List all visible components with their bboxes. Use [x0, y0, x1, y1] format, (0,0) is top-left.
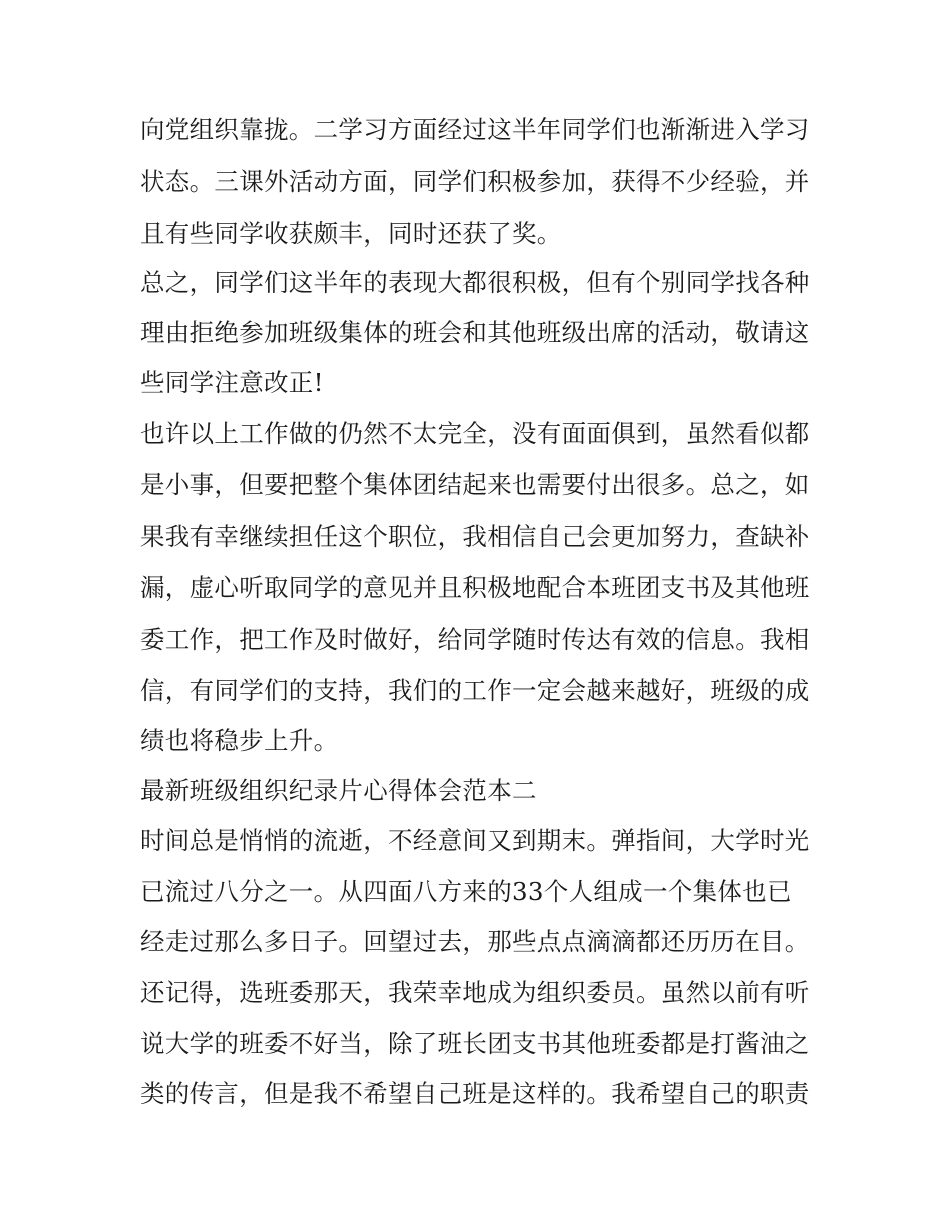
text-line: 漏，虚心听取同学的意见并且积极地配合本班团支书及其他班 — [140, 573, 810, 602]
text-line: 委工作，把工作及时做好，给同学随时传达有效的信息。我相 — [140, 625, 810, 654]
text-line: 也许以上工作做的仍然不太完全，没有面面俱到，虽然看似都 — [140, 419, 810, 448]
text-line: 说大学的班委不好当，除了班长团支书其他班委都是打酱油之 — [140, 1029, 810, 1058]
text-line: 还记得，选班委那天，我荣幸地成为组织委员。虽然以前有听 — [140, 978, 810, 1007]
text-line: 类的传言，但是我不希望自己班是这样的。我希望自己的职责 — [140, 1079, 810, 1108]
text-line: 绩也将稳步上升。 — [140, 726, 339, 755]
text-line: 经走过那么多日子。回望过去，那些点点滴滴都还历历在目。 — [140, 927, 810, 956]
text-line: 信，有同学们的支持，我们的工作一定会越来越好，班级的成 — [140, 676, 810, 705]
text-line: 些同学注意改正! — [140, 368, 324, 397]
text-line: 状态。三课外活动方面，同学们积极参加，获得不少经验，并 — [140, 167, 810, 196]
section-heading: 最新班级组织纪录片心得体会范本二 — [140, 776, 537, 805]
text-line: 向党组织靠拢。二学习方面经过这半年同学们也渐渐进入学习 — [140, 115, 810, 144]
text-line: 果我有幸继续担任这个职位，我相信自己会更加努力，查缺补 — [140, 522, 810, 551]
text-line: 是小事，但要把整个集体团结起来也需要付出很多。总之，如 — [140, 470, 810, 499]
text-line: 总之，同学们这半年的表现大都很积极，但有个别同学找各种 — [140, 268, 810, 297]
text-line: 且有些同学收获颇丰，同时还获了奖。 — [140, 219, 562, 248]
text-line: 时间总是悄悄的流逝，不经意间又到期末。弹指间，大学时光 — [140, 826, 810, 855]
text-line: 理由拒绝参加班级集体的班会和其他班级出席的活动，敬请这 — [140, 318, 810, 347]
text-line: 已流过八分之一。从四面八方来的33个人组成一个集体也已 — [140, 877, 792, 906]
